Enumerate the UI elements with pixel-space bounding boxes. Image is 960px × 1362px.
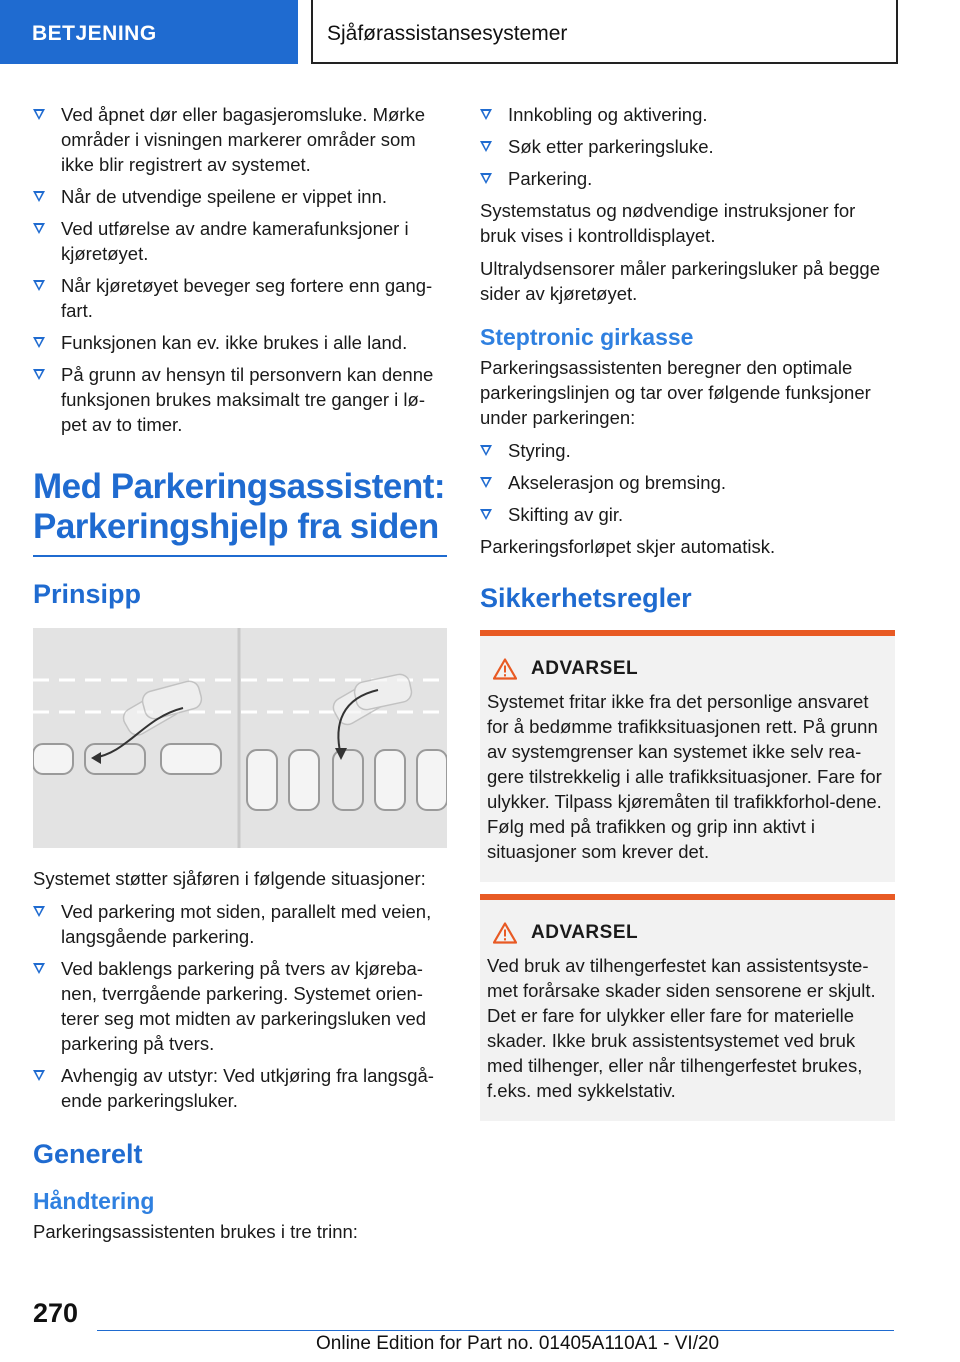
warning-triangle-icon [493, 658, 517, 680]
list-item: Ved baklengs parkering på tvers av kjøreba-nen, tverrgående parkering. Systemet orien-terer seg mot midten av parkeringsluken ved parkering på tvers. [33, 956, 447, 1056]
bullet-triangle-icon [480, 509, 492, 520]
status-paragraph: Systemstatus og nødvendige instruksjoner for bruk vises i kontrolldisplayet. [480, 200, 856, 246]
section-label: BETJENING [32, 22, 157, 45]
warning-box [480, 630, 895, 882]
list-item: På grunn av hensyn til personvern kan denne funksjonen brukes maksimalt tre ganger i lø-pet av to timer. [33, 362, 447, 437]
list-item: Parkering. [480, 166, 895, 191]
handtering-heading: Håndtering [33, 1188, 155, 1214]
list-item: Når de utvendige speilene er vippet inn. [33, 184, 447, 209]
bullet-triangle-icon [33, 1070, 45, 1081]
sensor-paragraph: Ultralydsensorer måler parkeringsluker på begge sider av kjøretøyet. [480, 258, 880, 304]
bullet-triangle-icon [33, 223, 45, 234]
list-item: Ved åpnet dør eller bagasjeromsluke. Mørke områder i visningen markerer områder som ikke blir registrert av systemet. [33, 102, 447, 177]
steptronic-heading: Steptronic girkasse [480, 324, 694, 350]
list-item: Funksjonen kan ev. ikke brukes i alle land. [33, 330, 447, 355]
steptronic-text: Parkeringsassistenten beregner den optimale parkeringslinjen og tar over følgende funksjoner under parkeringen: [480, 357, 871, 428]
bullet-triangle-icon [480, 109, 492, 120]
bullet-triangle-icon [33, 280, 45, 291]
handtering-text: Parkeringsassistenten brukes i tre trinn: [33, 1221, 358, 1242]
right-column [480, 102, 895, 1133]
section-tab [0, 0, 298, 64]
bullet-triangle-icon [33, 906, 45, 917]
chapter-header [311, 0, 898, 64]
parking-diagram-icon [33, 628, 447, 848]
bullet-triangle-icon [33, 369, 45, 380]
warning-text: Systemet fritar ikke fra det personlige ansvaret for å bedømme trafikksituasjonen rett. På grunn av systemgrenser kan systemet ikke selv rea-gere tilstrekkelig i alle trafikksituasjoner. Fare for ulykker. Tilpass kjøremåten til trafikkforhol-dene. Følg med på trafikken og grip inn aktivt i situasjoner som krever det. [487, 691, 882, 862]
sikkerhet-heading: Sikkerhetsregler [480, 583, 692, 613]
bullet-triangle-icon [480, 477, 492, 488]
page-number: 270 [33, 1298, 79, 1328]
list-item: Ved parkering mot siden, parallelt med veien, langsgående parkering. [33, 899, 447, 949]
main-heading: Med Parkeringsassistent: Parkeringshjelp fra siden [33, 467, 446, 546]
list-item: Når kjøretøyet beveger seg fortere enn gang-fart. [33, 273, 447, 323]
warning-title: ADVARSEL [493, 658, 887, 680]
left-column [33, 102, 447, 1252]
steptronic-end: Parkeringsforløpet skjer automatisk. [480, 536, 776, 557]
prinsipp-heading: Prinsipp [33, 579, 142, 609]
bullet-triangle-icon [33, 337, 45, 348]
bullet-triangle-icon [33, 963, 45, 974]
list-item: Søk etter parkeringsluke. [480, 134, 895, 159]
warning-box [480, 894, 895, 1121]
bullet-triangle-icon [480, 141, 492, 152]
list-item: Styring. [480, 438, 895, 463]
bullet-triangle-icon [480, 173, 492, 184]
support-intro: Systemet støtter sjåføren i følgende situasjoner: [33, 868, 426, 889]
list-item: Akselerasjon og bremsing. [480, 470, 895, 495]
list-item: Avhengig av utstyr: Ved utkjøring fra langsgå-ende parkeringsluker. [33, 1063, 447, 1113]
edition-note: Online Edition for Part no. 01405A110A1 - VI/20 [316, 1333, 720, 1354]
footer-rule [97, 1330, 894, 1331]
bullet-triangle-icon [480, 445, 492, 456]
warning-title: ADVARSEL [493, 922, 887, 944]
bullet-triangle-icon [33, 109, 45, 120]
bullet-triangle-icon [33, 191, 45, 202]
list-item: Skifting av gir. [480, 502, 895, 527]
chapter-title: Sjåførassistansesystemer [327, 22, 568, 45]
warning-text: Ved bruk av tilhengerfestet kan assistentsyste-met forårsake skader siden sensorene er skjult. Det er fare for ulykker eller fare for materielle skader. Ikke bruk assistentsystemet ved bruk med tilhenger, eller når tilhengerfestet brukes, f.eks. med sykkelstativ. [487, 955, 876, 1101]
parking-illustration [33, 628, 447, 848]
warning-triangle-icon [493, 922, 517, 944]
list-item: Ved utførelse av andre kamerafunksjoner i kjøretøyet. [33, 216, 447, 266]
heading-rule [33, 555, 447, 557]
list-item: Innkobling og aktivering. [480, 102, 895, 127]
generelt-heading: Generelt [33, 1139, 143, 1169]
